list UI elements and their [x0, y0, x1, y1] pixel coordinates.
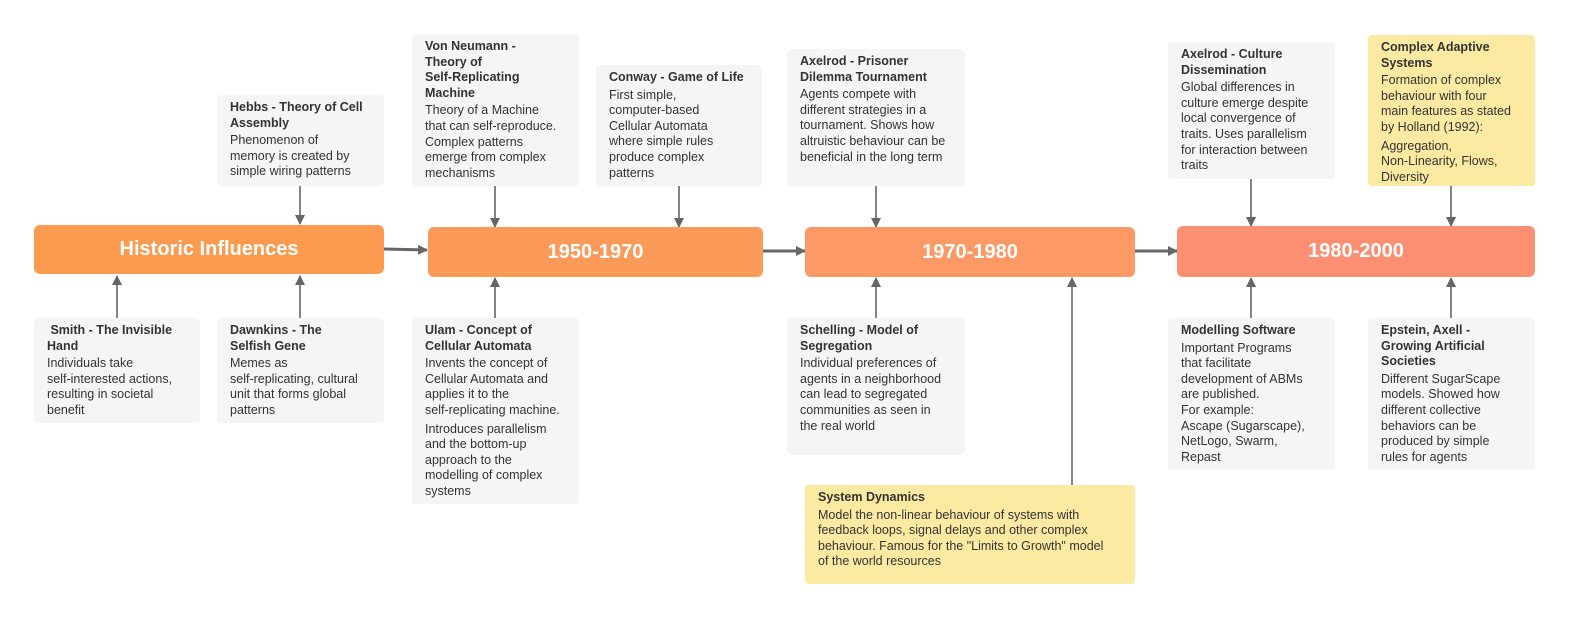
- note-title: Axelrod - Culture Dissemination: [1181, 47, 1283, 77]
- note-text: Agents compete with different strategies in a tournament. Shows how altruistic behaviour can be beneficial in the long term: [800, 87, 946, 164]
- note-title: Conway - Game of Life: [609, 70, 744, 84]
- note-text: First simple, computer-based Cellular Automata where simple rules produce complex patterns: [609, 87, 714, 180]
- note-text: Global differences in culture emerge despite local convergence of traits. Uses parallelism for interaction between traits: [1181, 80, 1309, 173]
- note-text: Important Programs that facilitate development of ABMs are published. For example: Ascape (Sugarscape), NetLogo, Swarm, Repast: [1181, 340, 1305, 464]
- period-label: Historic Influences: [119, 238, 299, 260]
- note-title: Smith - The Invisible Hand: [47, 323, 173, 353]
- note-dawkins: [217, 318, 384, 423]
- note-text: Individuals take self-interested actions, resulting in societal benefit: [47, 356, 173, 417]
- note-title: System Dynamics: [818, 490, 926, 504]
- period-historic-influences: [34, 225, 384, 274]
- note-text-extra: Introduces parallelism and the bottom-up approach to the modelling of complex systems: [425, 421, 547, 498]
- note-title: Modelling Software: [1181, 323, 1296, 337]
- note-title: Dawnkins - The Selfish Gene: [230, 323, 322, 353]
- note-title: Complex Adaptive Systems: [1381, 40, 1490, 70]
- note-title: Ulam - Concept of Cellular Automata: [425, 323, 532, 353]
- note-axelrod-culture: [1168, 42, 1335, 179]
- note-text: Memes as self-replicating, cultural unit that forms global patterns: [230, 356, 358, 417]
- note-conway: [596, 65, 762, 186]
- note-text: Different SugarScape models. Showed how different collective behaviors can be produced by simple rules for agents: [1381, 371, 1501, 464]
- note-text: Individual preferences of agents in a neighborhood can lead to segregated communities as seen in the real world: [800, 356, 942, 433]
- note-system-dynamics: [805, 485, 1135, 584]
- period-label: 1970-1980: [922, 240, 1018, 263]
- period-1950-1970: [428, 227, 763, 277]
- period-label: 1950-1970: [547, 240, 644, 263]
- note-text: Theory of a Machine that can self-reproduce. Complex patterns emerge from complex mechanisms: [425, 103, 557, 180]
- note-hebbs: [217, 95, 384, 186]
- note-von-neumann: [412, 34, 579, 186]
- note-title: Von Neumann - Theory of Self-Replicating Machine: [425, 39, 520, 100]
- note-epstein-axell: [1368, 318, 1535, 470]
- note-text-extra: Aggregation, Non-Linearity, Flows, Diversity: [1381, 138, 1498, 184]
- note-ulam: [412, 318, 579, 504]
- note-schelling: [787, 318, 965, 455]
- note-title: Schelling - Model of Segregation: [800, 323, 919, 353]
- note-text: Model the non-linear behaviour of systems with feedback loops, signal delays and other complex behaviour. Famous for the "Limits to Growth" model of the world resources: [818, 507, 1104, 569]
- note-complex-adaptive-systems: [1368, 35, 1535, 186]
- note-title: Axelrod - Prisoner Dilemma Tournament: [800, 54, 927, 84]
- arrow-historic-to-1950: [384, 249, 427, 250]
- note-text: Invents the concept of Cellular Automata and applies it to the self-replicating machine.: [425, 356, 560, 417]
- period-1970-1980: [805, 227, 1135, 277]
- note-text: Formation of complex behaviour with four main features as stated by Holland (1992):: [1381, 73, 1511, 134]
- note-modelling-software: [1168, 318, 1335, 470]
- note-title: Hebbs - Theory of Cell Assembly: [230, 100, 363, 130]
- period-label: 1980-2000: [1308, 240, 1404, 262]
- note-smith: [34, 318, 200, 423]
- period-1980-2000: [1177, 226, 1535, 277]
- note-title: Epstein, Axell - Growing Artificial Societies: [1381, 323, 1485, 369]
- note-axelrod-prisoner-dilemma: [787, 49, 965, 186]
- note-text: Phenomenon of memory is created by simple wiring patterns: [230, 133, 351, 179]
